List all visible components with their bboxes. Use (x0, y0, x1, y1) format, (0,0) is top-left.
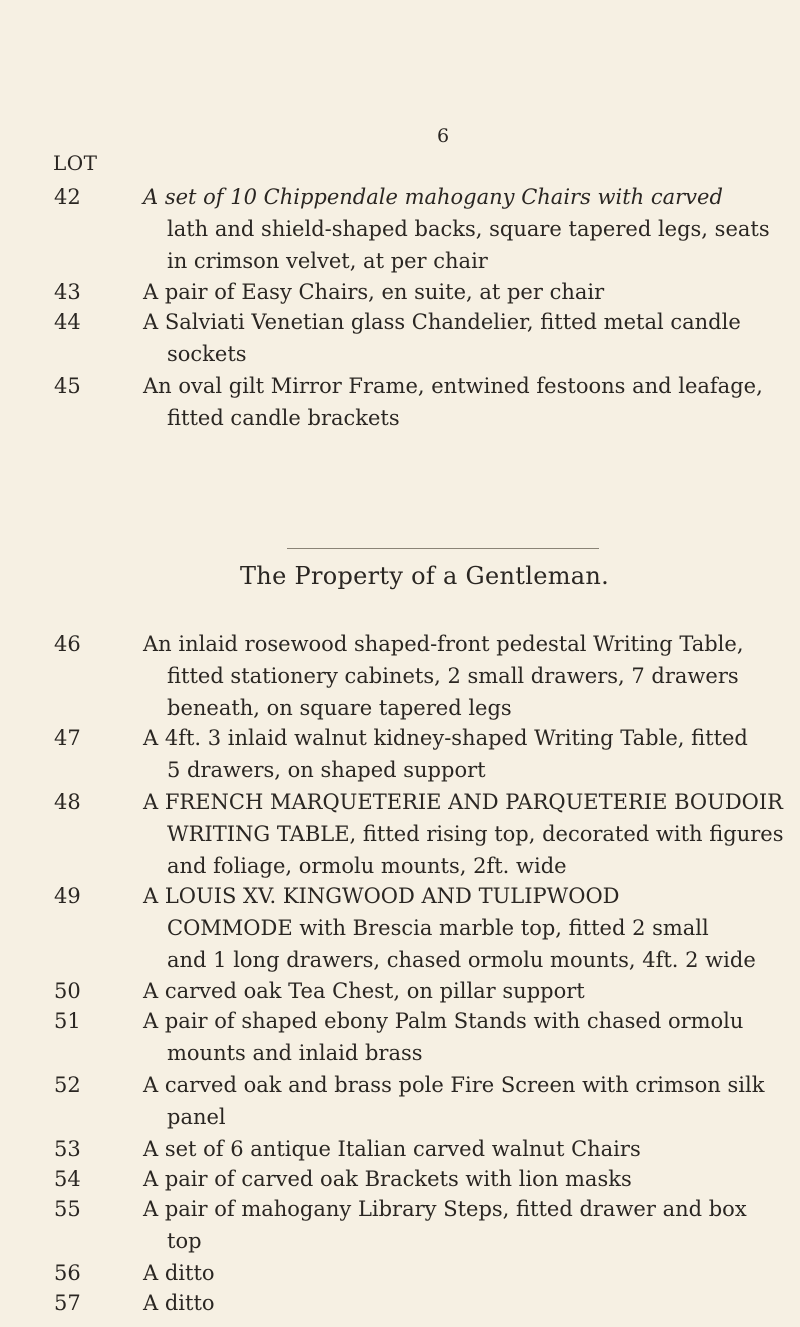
lot-description (143, 181, 773, 277)
page-number: 6 (437, 125, 450, 147)
lot-description (143, 1133, 773, 1165)
lot-line: and 1 long drawers, chased ormolu mounts, 4ft. 2 wide (167, 948, 756, 972)
lot-line: A Salviati Venetian glass Chandelier, fitted metal candle (143, 310, 741, 334)
lot-description (143, 786, 784, 882)
lot-line: COMMODE with Brescia marble top, fitted 2 small (167, 916, 709, 940)
lot-description (143, 1257, 773, 1289)
lot-description (143, 276, 773, 308)
lot-line: and foliage, ormolu mounts, 2ft. wide (167, 854, 567, 878)
lot-line: A LOUIS XV. KINGWOOD AND TULIPWOOD (143, 884, 620, 908)
lot-line: in crimson velvet, at per chair (167, 249, 488, 273)
lot-line: A 4ft. 3 inlaid walnut kidney-shaped Writing Table, fitted (143, 726, 748, 750)
lot-line: A ditto (143, 1291, 215, 1315)
lot-description (143, 880, 773, 976)
lot-number: 45 (54, 374, 81, 398)
lot-line: A pair of mahogany Library Steps, fitted drawer and box (143, 1197, 747, 1221)
lot-line: top (167, 1229, 202, 1253)
lot-number: 55 (54, 1197, 81, 1221)
lot-line: An oval gilt Mirror Frame, entwined festoons and leafage, (143, 374, 763, 398)
lot-description (143, 370, 773, 434)
lot-description (143, 1005, 773, 1069)
lot-number: 53 (54, 1137, 81, 1161)
lot-number: 54 (54, 1167, 81, 1191)
lot-line: panel (167, 1105, 226, 1129)
lot-line: mounts and inlaid brass (167, 1041, 423, 1065)
lot-line: A carved oak Tea Chest, on pillar support (143, 979, 585, 1003)
lot-line: A set of 10 Chippendale mahogany Chairs with carved (143, 185, 723, 209)
lot-description (143, 1193, 773, 1257)
lot-line: sockets (167, 342, 247, 366)
section-heading: The Property of a Gentleman. (240, 562, 610, 590)
lot-line: fitted candle brackets (167, 406, 400, 430)
lot-number: 52 (54, 1073, 81, 1097)
lot-description (143, 1163, 773, 1195)
lot-description (143, 722, 773, 786)
lot-description (143, 306, 773, 370)
lot-line: An inlaid rosewood shaped-front pedestal Writing Table, (143, 632, 744, 656)
lot-number: 56 (54, 1261, 81, 1285)
lot-line: A carved oak and brass pole Fire Screen with crimson silk (143, 1073, 765, 1097)
lot-number: 57 (54, 1291, 81, 1315)
lot-description (143, 975, 773, 1007)
lot-number: 43 (54, 280, 81, 304)
lot-number: 48 (54, 790, 81, 814)
lot-line: A ditto (143, 1261, 215, 1285)
lot-number: 47 (54, 726, 81, 750)
lot-column-heading: LOT (53, 151, 98, 175)
lot-line: A FRENCH MARQUETERIE AND PARQUETERIE BOUDOIR (143, 790, 783, 814)
lot-description (143, 628, 773, 724)
lot-number: 50 (54, 979, 81, 1003)
lot-number: 49 (54, 884, 81, 908)
lot-line: beneath, on square tapered legs (167, 696, 512, 720)
lot-number: 44 (54, 310, 81, 334)
lot-description (143, 1069, 773, 1133)
lot-line: A pair of shaped ebony Palm Stands with chased ormolu (143, 1009, 744, 1033)
section-divider (287, 548, 599, 549)
lot-number: 51 (54, 1009, 81, 1033)
lot-number: 46 (54, 632, 81, 656)
lot-description (143, 1287, 773, 1319)
lot-number: 42 (54, 185, 81, 209)
lot-line: A pair of carved oak Brackets with lion masks (143, 1167, 632, 1191)
lot-line: fitted stationery cabinets, 2 small drawers, 7 drawers (167, 664, 739, 688)
lot-line: 5 drawers, on shaped support (167, 758, 486, 782)
lot-line: WRITING TABLE, fitted rising top, decorated with figures (167, 822, 784, 846)
lot-line: lath and shield-shaped backs, square tapered legs, seats (167, 217, 770, 241)
lot-line: A pair of Easy Chairs, en suite, at per chair (143, 280, 605, 304)
lot-line: A set of 6 antique Italian carved walnut Chairs (143, 1137, 641, 1161)
